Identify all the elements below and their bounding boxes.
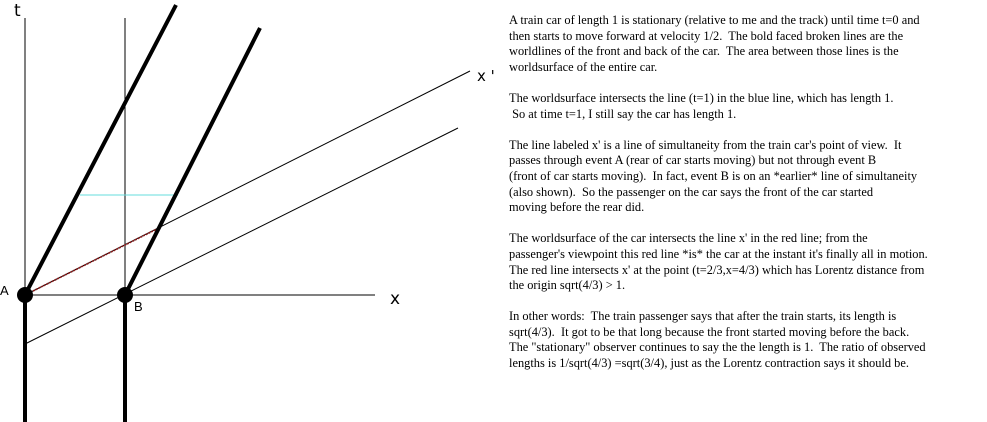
explanation-text xyxy=(509,13,985,387)
paragraph-conclusion: In other words: The train passenger says that after the train starts, its length is sqrt(4/3). It got to be that long because the front started moving before the back. The "stationary" observer continues to say the the length is 1. The ratio of observed lengths is 1/sqrt(4/3) =sqrt(3/4), just as the Lorentz contraction says it should be. xyxy=(509,309,926,371)
earlier-simultaneity-line xyxy=(25,128,458,344)
paragraph-blue-line: The worldsurface intersects the line (t=1) in the blue line, which has length 1. So at time t=1, I still say the car has length 1. xyxy=(509,90,894,121)
paragraph-train-setup: A train car of length 1 is stationary (relative to me and the track) until time t=0 and then starts to move forward at velocity 1/2. The bold faced broken lines are the worldlines of the front and back of the car. The area between those lines is the worldsurface of the entire car. xyxy=(509,13,920,74)
rear-worldline xyxy=(25,5,176,422)
t-axis-label: t xyxy=(14,1,21,21)
x-axis-label: x xyxy=(390,289,401,309)
front-worldline xyxy=(125,28,260,422)
paragraph-red-line: The worldsurface of the car intersects the line x' in the red line; from the passenger's viewpoint this red line *is* the car at the instant it's finally all in motion. The red line intersects x' at the point (t=2/3,x=4/3) which has Lorentz distance from the origin sqrt(4/3) > 1. xyxy=(509,231,928,293)
x-prime-axis-label: x ' xyxy=(477,67,495,85)
event-a-label: A xyxy=(0,283,9,298)
x-prime-line xyxy=(25,71,470,295)
event-b-label: B xyxy=(134,299,143,314)
event-a-dot xyxy=(17,287,33,303)
event-b-dot xyxy=(117,287,133,303)
paragraph-simultaneity: The line labeled x' is a line of simultaneity from the train car's point of view. It passes through event A (rear of car starts moving) but not through event B (front of car starts moving). In fact, event B is on an *earlier* line of simultaneity (also shown). So the passenger on the car says the front of the car started moving before the rear did. xyxy=(509,137,918,215)
